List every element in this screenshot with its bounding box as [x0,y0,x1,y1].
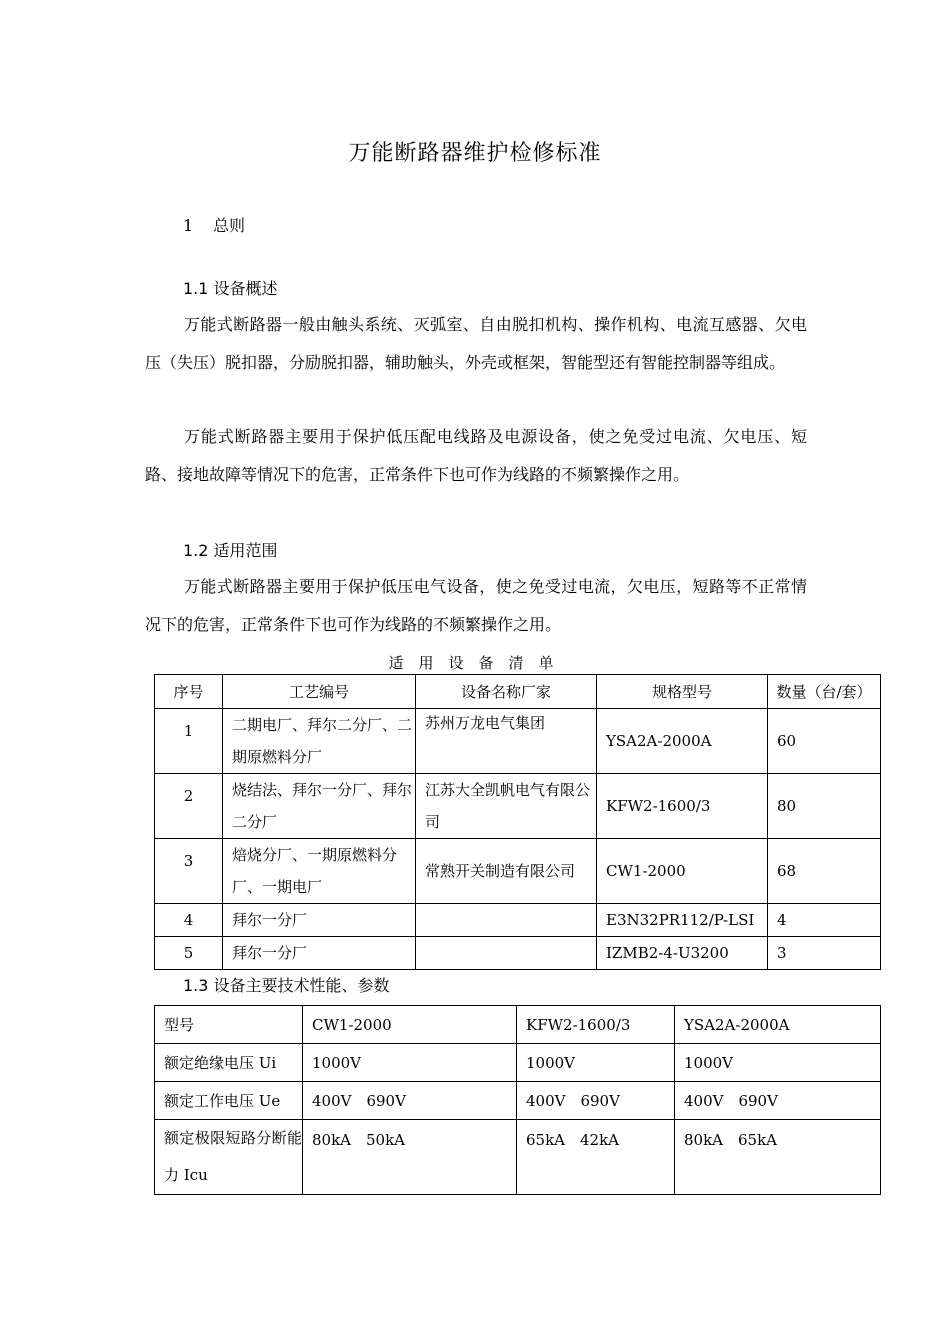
table-row [155,1044,881,1082]
model: YSA2A-2000A [597,709,768,774]
process-code: 烧结法、拜尔一分厂、拜尔二分厂 [223,774,416,839]
equipment-list-caption: 适用设备清单 [388,654,569,672]
manufacturer: 江苏大全凯帆电气有限公司 [416,774,597,839]
table-header-row [155,675,881,709]
row-number: 1 [155,709,223,774]
manufacturer: 常熟开关制造有限公司 [416,839,597,904]
table-row [155,904,881,937]
table-row [155,774,881,839]
table-row [155,1120,881,1195]
header-cell: 设备名称厂家 [416,675,597,709]
parameter-name: 额定绝缘电压 Ui [155,1044,303,1082]
table-row [155,839,881,904]
process-code: 二期电厂、拜尔二分厂、二期原燃料分厂 [223,709,416,774]
header-cell: 规格型号 [597,675,768,709]
spec-value: 400V 690V [675,1082,881,1120]
section-1-2-heading: 1.2 适用范围 [183,541,278,560]
spec-value: 1000V [675,1044,881,1082]
section-1-2-paragraph-1: 万能式断路器主要用于保护低压电气设备，使之免受过电流，欠电压，短路等不正常情况下的危害，正常条件下也可作为线路的不频繁操作之用。 [145,577,807,634]
section-1-1-paragraph-2: 万能式断路器主要用于保护低压配电线路及电源设备，使之免受过电流、欠电压、短路、接地故障等情况下的危害，正常条件下也可作为线路的不频繁操作之用。 [145,427,807,484]
parameter-name: 额定工作电压 Ue [155,1082,303,1120]
process-code: 焙烧分厂、一期原燃料分厂、一期电厂 [223,839,416,904]
row-number: 3 [155,839,223,904]
spec-value: 1000V [517,1044,675,1082]
table-row [155,937,881,970]
model: KFW2-1600/3 [597,774,768,839]
document-title: 万能断路器维护检修标准 [348,141,602,166]
header-cell: 数量（台/套） [768,675,881,709]
parameter-name: 型号 [155,1006,303,1044]
model: IZMB2-4-U3200 [597,937,768,970]
header-cell: 工艺编号 [223,675,416,709]
section-number: 1 [183,216,194,235]
section-label: 总则 [213,216,246,235]
quantity: 4 [768,904,881,937]
spec-value: 400V 690V [303,1082,517,1120]
table-row [155,1082,881,1120]
equipment-list-table [154,674,881,970]
manufacturer: 苏州万龙电气集团 [416,709,597,774]
row-number: 5 [155,937,223,970]
quantity: 60 [768,709,881,774]
row-number: 2 [155,774,223,839]
section-1-heading [183,213,245,236]
model: E3N32PR112/P-LSI [597,904,768,937]
model: CW1-2000 [597,839,768,904]
spec-value: 400V 690V [517,1082,675,1120]
table-row [155,1006,881,1044]
manufacturer [416,937,597,970]
header-cell: 序号 [155,675,223,709]
spec-value: CW1-2000 [303,1006,517,1044]
quantity: 80 [768,774,881,839]
parameter-name: 额定极限短路分断能力 Icu [155,1120,303,1195]
spec-value: 80kA 65kA [675,1120,881,1195]
row-number: 4 [155,904,223,937]
spec-value: KFW2-1600/3 [517,1006,675,1044]
manufacturer [416,904,597,937]
spec-value: YSA2A-2000A [675,1006,881,1044]
process-code: 拜尔一分厂 [223,904,416,937]
spec-value: 1000V [303,1044,517,1082]
section-1-3-heading: 1.3 设备主要技术性能、参数 [183,976,390,995]
quantity: 68 [768,839,881,904]
quantity: 3 [768,937,881,970]
technical-parameters-table [154,1005,881,1195]
section-1-1-paragraph-1: 万能式断路器一般由触头系统、灭弧室、自由脱扣机构、操作机构、电流互感器、欠电压（失压）脱扣器，分励脱扣器，辅助触头，外壳或框架，智能型还有智能控制器等组成。 [145,315,807,372]
spec-value: 80kA 50kA [303,1120,517,1195]
section-1-1-heading: 1.1 设备概述 [183,279,278,298]
table-row [155,709,881,774]
spec-value: 65kA 42kA [517,1120,675,1195]
process-code: 拜尔一分厂 [223,937,416,970]
